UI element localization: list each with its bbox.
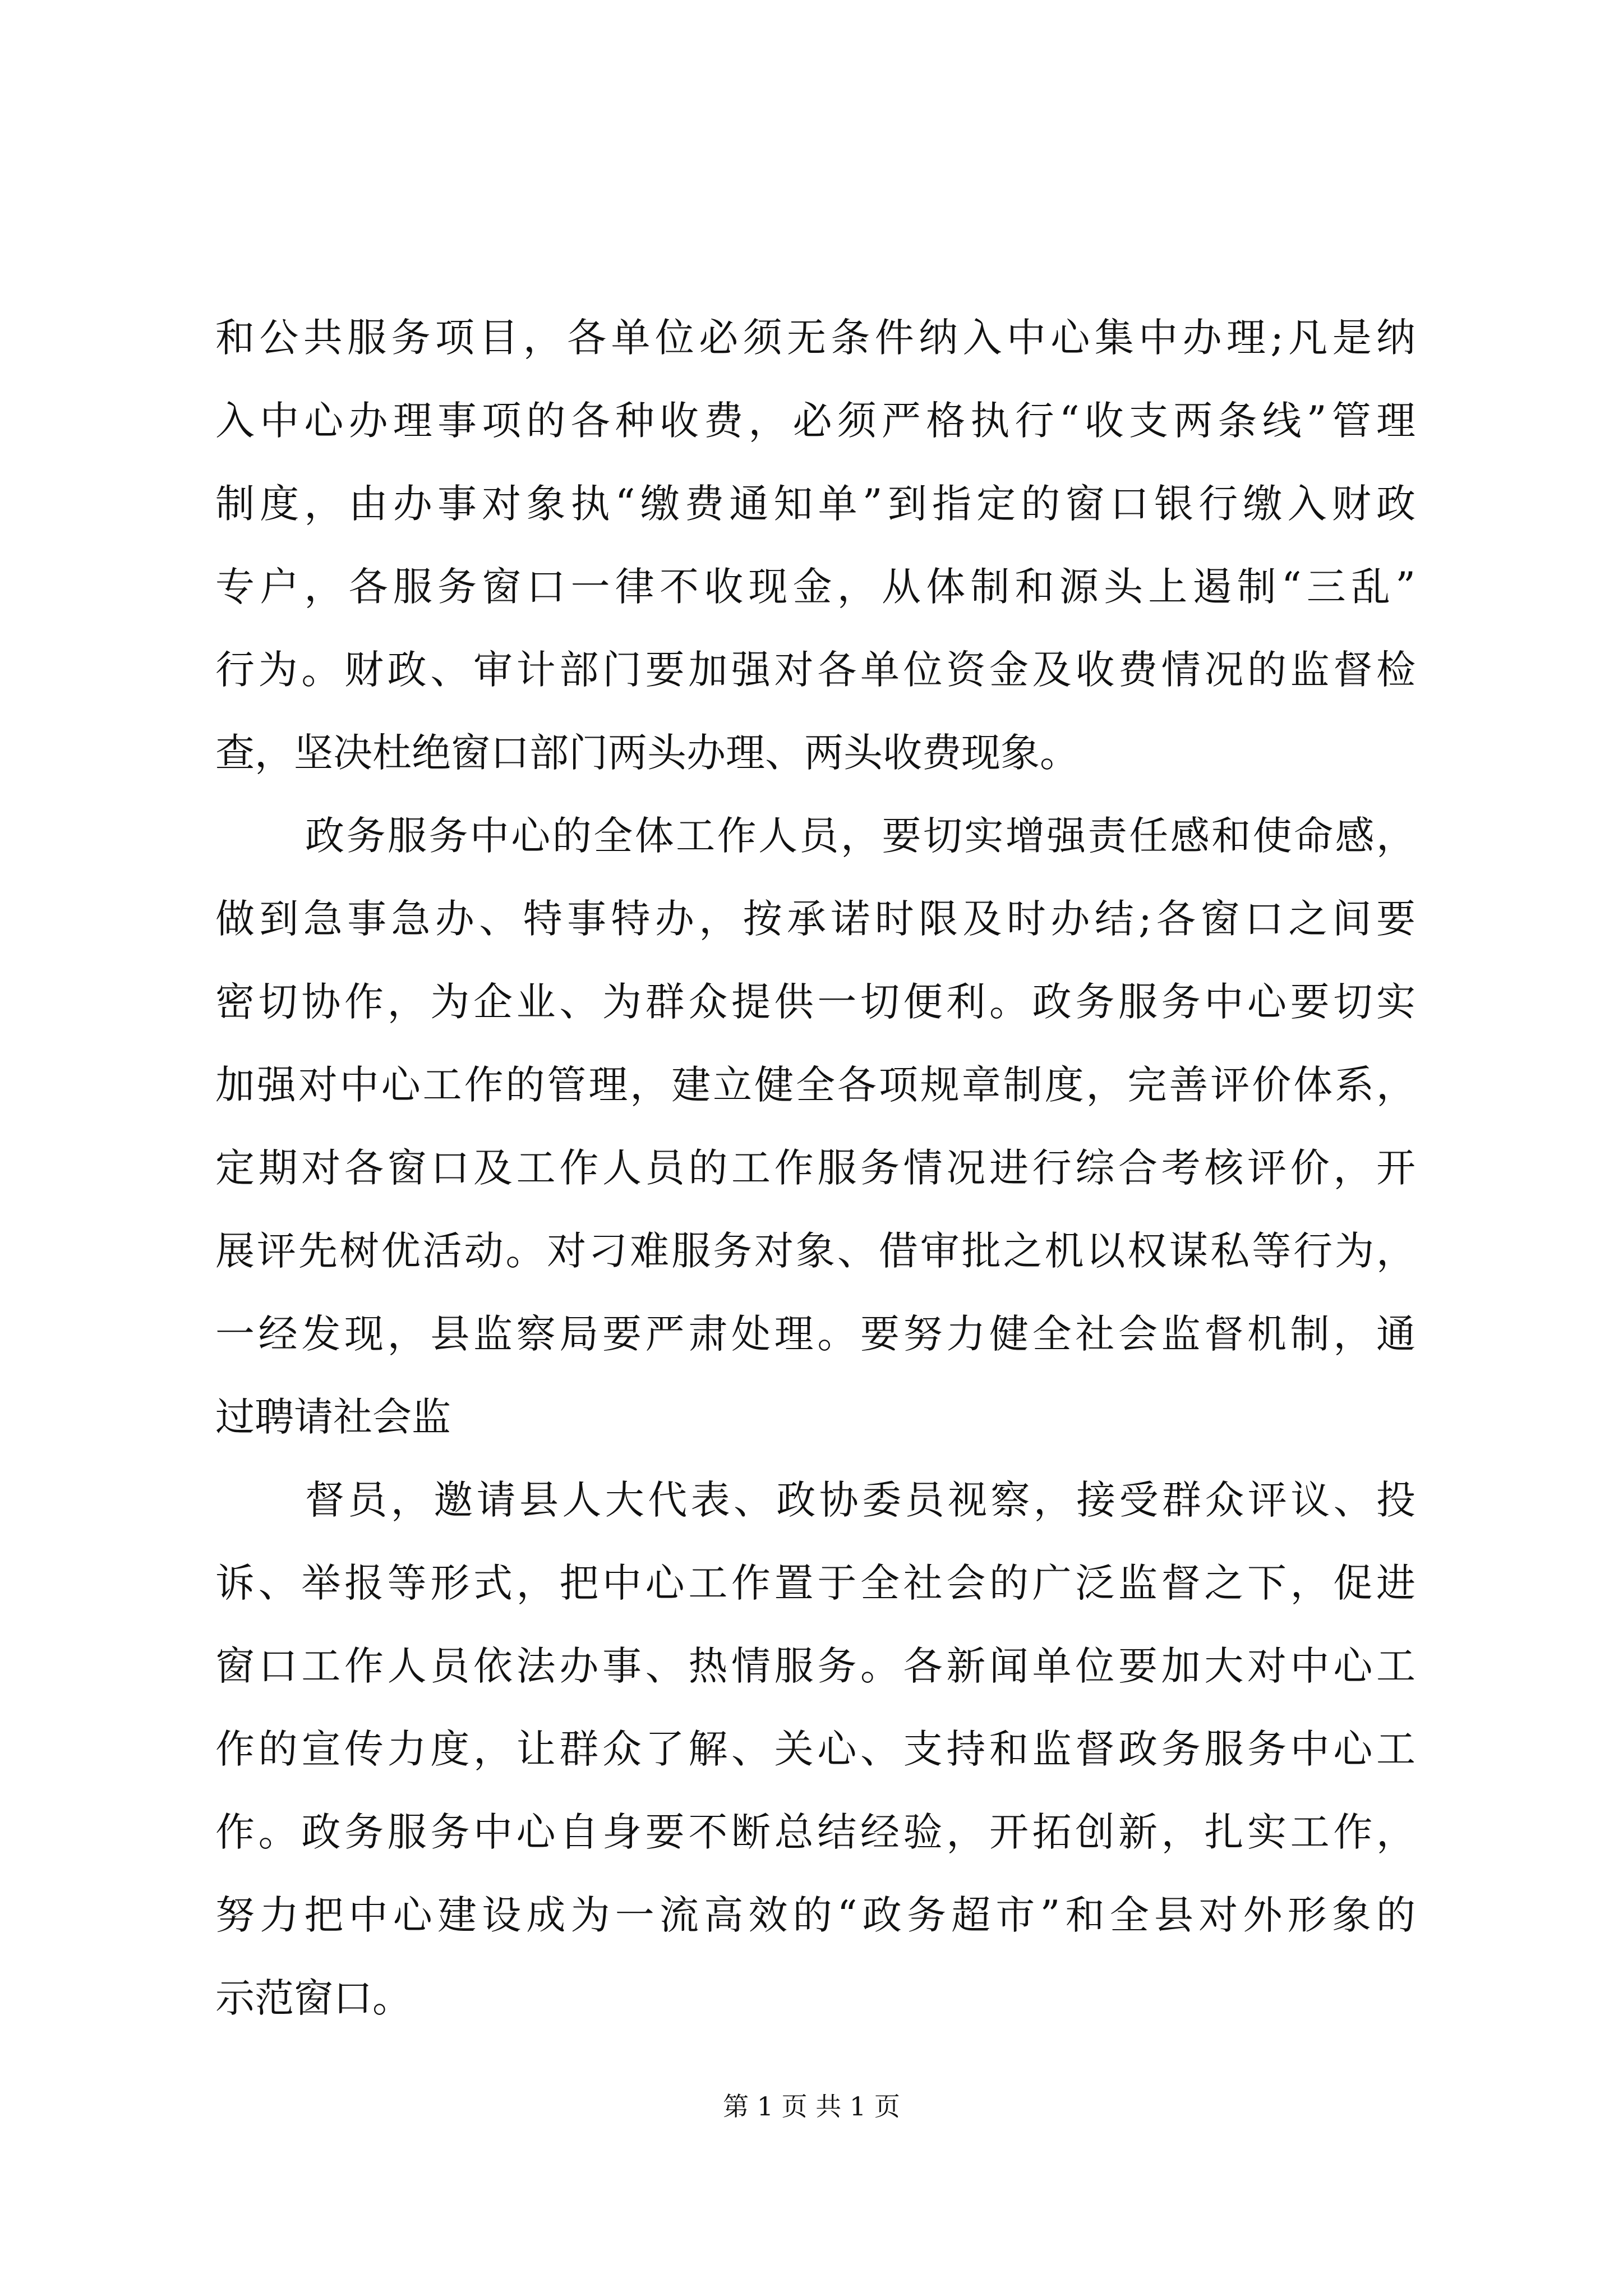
text-line: 行为。财政、审计部门要加强对各单位资金及收费情况的监督检 bbox=[215, 647, 1415, 693]
text-line: 制度，由办事对象执“缴费通知单”到指定的窗口银行缴入财政 bbox=[215, 481, 1415, 527]
text-line: 一经发现，县监察局要严肃处理。要努力健全社会监督机制，通 bbox=[215, 1311, 1415, 1357]
text-line: 督员，邀请县人大代表、政协委员视察，接受群众评议、投 bbox=[305, 1477, 1415, 1523]
body-text bbox=[215, 296, 1415, 2040]
text-line: 窗口工作人员依法办事、热情服务。各新闻单位要加大对中心工 bbox=[215, 1643, 1415, 1689]
text-line: 政务服务中心的全体工作人员，要切实增强责任感和使命感， bbox=[305, 813, 1415, 859]
text-line: 示范窗口。 bbox=[215, 1975, 412, 2021]
text-line: 作的宣传力度，让群众了解、关心、支持和监督政务服务中心工 bbox=[215, 1726, 1415, 1772]
text-line: 努力把中心建设成为一流高效的“政务超市”和全县对外形象的 bbox=[215, 1892, 1415, 1938]
text-line: 和公共服务项目，各单位必须无条件纳入中心集中办理;凡是纳 bbox=[215, 315, 1415, 361]
text-line: 入中心办理事项的各种收费，必须严格执行“收支两条线”管理 bbox=[215, 398, 1415, 444]
text-line: 展评先树优活动。对刁难服务对象、借审批之机以权谋私等行为， bbox=[215, 1228, 1415, 1274]
text-line: 加强对中心工作的管理，建立健全各项规章制度，完善评价体系， bbox=[215, 1062, 1415, 1108]
text-line: 密切协作，为企业、为群众提供一切便利。政务服务中心要切实 bbox=[215, 979, 1415, 1025]
text-line: 过聘请社会监 bbox=[215, 1394, 451, 1440]
text-line: 专户，各服务窗口一律不收现金，从体制和源头上遏制“三乱” bbox=[215, 564, 1415, 610]
text-line: 做到急事急办、特事特办，按承诺时限及时办结;各窗口之间要 bbox=[215, 896, 1415, 942]
text-line: 定期对各窗口及工作人员的工作服务情况进行综合考核评价，开 bbox=[215, 1145, 1415, 1191]
text-line: 诉、举报等形式，把中心工作置于全社会的广泛监督之下，促进 bbox=[215, 1560, 1415, 1606]
text-line: 查，坚决杜绝窗口部门两头办理、两头收费现象。 bbox=[215, 730, 1079, 776]
page-footer: 第 1 页 共 1 页 bbox=[723, 2091, 900, 2122]
text-line: 作。政务服务中心自身要不断总结经验，开拓创新，扎实工作， bbox=[215, 1809, 1415, 1855]
